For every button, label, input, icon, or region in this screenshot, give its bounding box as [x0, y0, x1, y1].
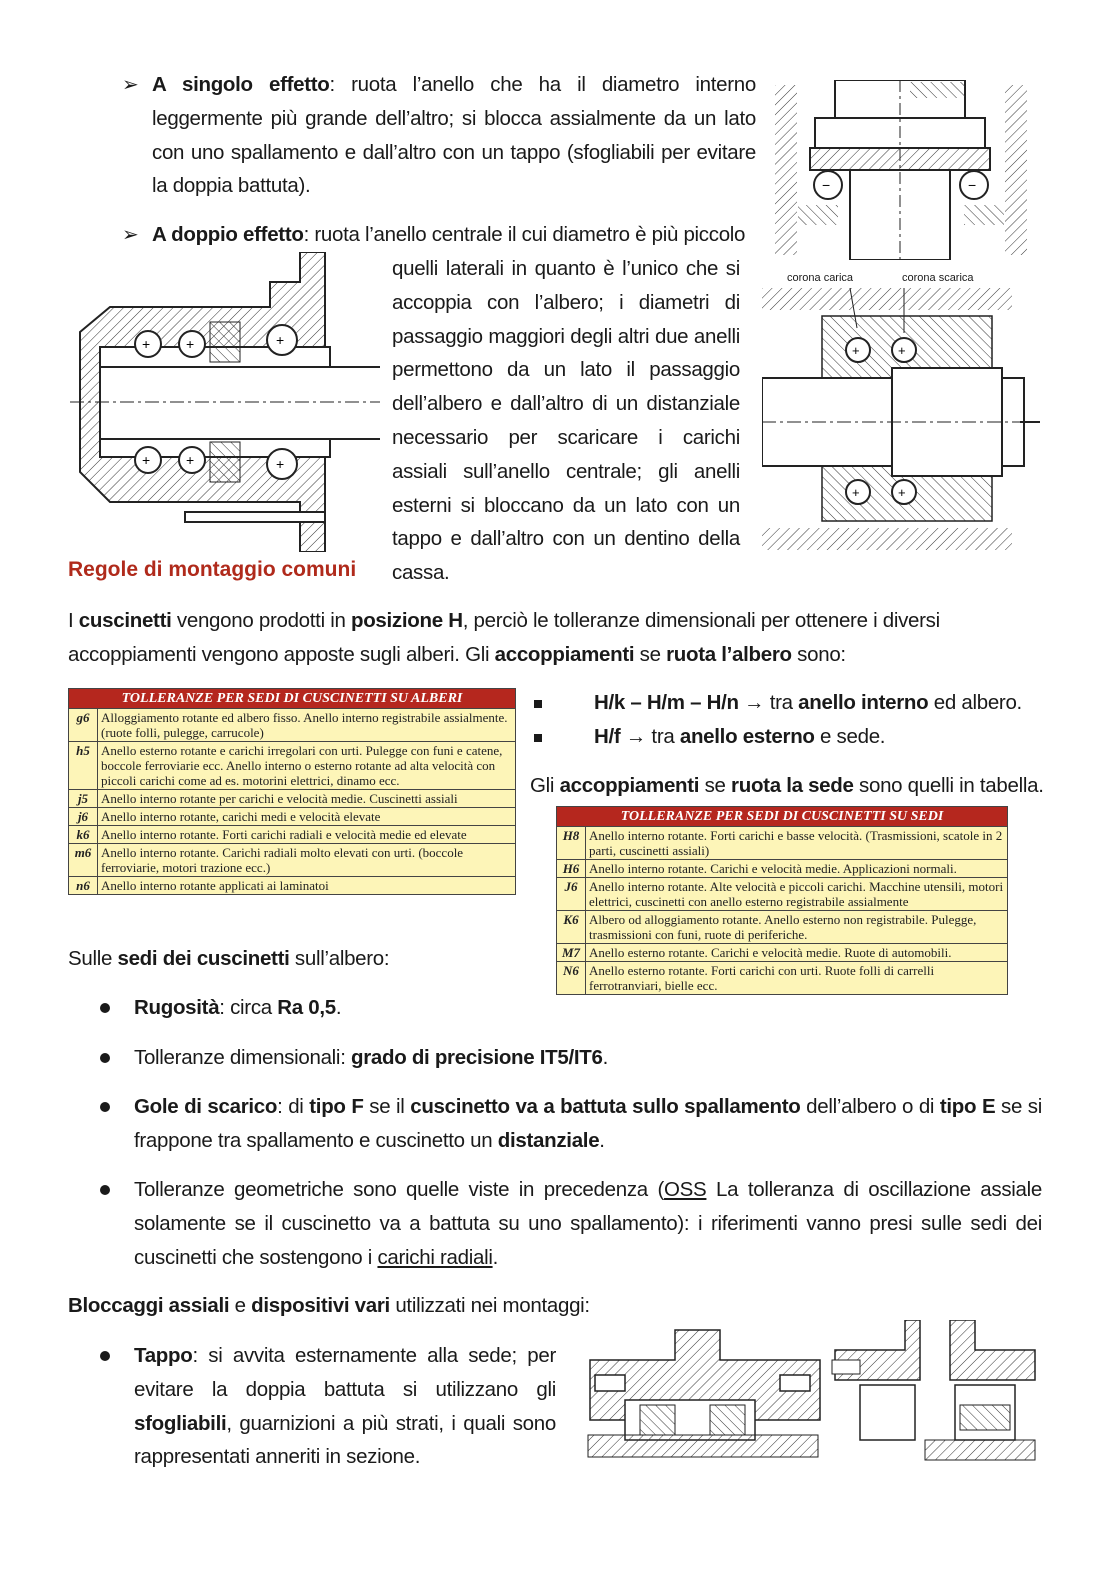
- intro-bold: ruota l’albero: [666, 642, 792, 666]
- fit-item-inner: [594, 686, 1022, 720]
- label-single-effect: A singolo effetto: [152, 73, 330, 96]
- section-heading: Regole di montaggio comuni: [68, 558, 357, 581]
- bullet-text: Tolleranze geometriche sono quelle viste in precedenza (: [134, 1178, 665, 1201]
- table-row: [69, 808, 516, 826]
- tolerance-description: Anello esterno rotante. Carichi e velocità medie. Ruote di automobili.: [586, 944, 1008, 962]
- bullet-bold: distanziale: [497, 1128, 600, 1152]
- svg-text:+: +: [186, 336, 195, 352]
- intro-text: I: [68, 609, 79, 632]
- bullet-dot-icon: [100, 1185, 110, 1195]
- intro-text: se: [634, 642, 667, 666]
- bullet-text: , guarnizioni a più strati, i quali sono rappresentati anneriti in sezione.: [134, 1411, 556, 1469]
- bullet-label: Rugosità: [134, 996, 220, 1019]
- tolerance-description: Anello interno rotante. Alte velocità e piccoli carichi. Macchine utensili, motori elettrici, cuscinetti con anello esterno registrabile assialmente: [586, 878, 1008, 911]
- table-row: [557, 878, 1008, 911]
- bullet-bold: tipo F: [309, 1095, 364, 1118]
- figure-single-effect-bearing: [770, 80, 1032, 260]
- tolerance-description: Anello interno rotante. Forti carichi e basse velocità. (Trasmissioni, scatole in 2 parti, cuscinetti assiali): [586, 827, 1008, 860]
- svg-text:+: +: [142, 336, 151, 352]
- bullet-label: Gole di scarico: [134, 1095, 278, 1118]
- intro-text: vengono prodotti in: [171, 609, 351, 632]
- locks-text: utilizzati nei montaggi:: [389, 1294, 590, 1317]
- tolerance-code: k6: [69, 826, 98, 844]
- bullet-text: : si avvita esternamente alla sede; per evitare la doppia battuta si utilizzano gli: [134, 1344, 556, 1401]
- fit-bold: anello interno: [798, 691, 929, 714]
- bullet-roughness: [134, 991, 341, 1025]
- paragraph-single-effect: [152, 68, 756, 203]
- intro-text: , perciò le tolleranze dimensionali per ottenere i diversi accoppiamenti vengono apposte sugli alberi. Gli: [68, 609, 940, 666]
- bullet-label: Tappo: [134, 1344, 193, 1367]
- bullet-underline: OSS: [664, 1178, 707, 1201]
- svg-text:+: +: [142, 452, 151, 468]
- svg-text:+: +: [276, 332, 285, 348]
- fit-bold: anello esterno: [679, 725, 815, 748]
- bullet-bold: cuscinetto va a battuta sullo spallamento: [410, 1095, 801, 1118]
- svg-text:+: +: [852, 343, 860, 358]
- fit-code: H/f: [594, 725, 621, 748]
- seats-text: Sulle: [68, 947, 118, 970]
- bullet-underline: carichi radiali: [377, 1245, 493, 1269]
- table-row: [69, 844, 516, 877]
- bullet-cap: [134, 1339, 556, 1474]
- bullet-text: se il: [363, 1095, 411, 1118]
- table-shaft-title: TOLLERANZE PER SEDI DI CUSCINETTI SU ALBERI: [69, 689, 516, 709]
- table-row: [557, 944, 1008, 962]
- bullet-text: La tolleranza di oscillazione assiale solamente se il cuscinetto va a battuta su uno spallamento): i riferimenti vanno presi sulle sedi dei cuscinetti che sostengono i: [134, 1178, 1042, 1269]
- tolerance-description: Anello esterno rotante. Forti carichi con urti. Ruote folli di carrelli ferrotranviari, bielle ecc.: [586, 962, 1008, 995]
- fit-arrow: → tra: [738, 691, 799, 714]
- table-seat-title: TOLLERANZE PER SEDI DI CUSCINETTI SU SEDI: [557, 807, 1008, 827]
- label-unloaded-ring: corona scarica: [902, 272, 974, 284]
- seat-text: Gli: [530, 774, 560, 797]
- fit-tail: ed albero.: [928, 691, 1022, 714]
- tolerance-code: K6: [557, 911, 586, 944]
- tolerance-code: m6: [69, 844, 98, 877]
- svg-text:−: −: [822, 177, 831, 193]
- bullet-text: : di: [277, 1095, 310, 1118]
- table-shaft-tolerances: [68, 688, 516, 895]
- bullet-dot-icon: [100, 1351, 110, 1361]
- bullet-text: .: [599, 1128, 605, 1152]
- label-double-effect: A doppio effetto: [152, 223, 304, 246]
- tolerance-description: Anello esterno rotante e carichi irregolari con urti. Pulegge con funi e catene, boccole ferroviarie ecc. Anello interno o esterno rotante ad alta velocità con piccoli carichi come ad es. motorini elettrici, dinamo ecc.: [98, 742, 516, 790]
- figure-double-effect-assembly: [70, 252, 380, 552]
- intro-bold: cuscinetti: [78, 609, 172, 632]
- fit-item-outer: [594, 720, 885, 754]
- table-row: [69, 790, 516, 808]
- svg-text:+: +: [898, 485, 906, 500]
- table-row: [557, 860, 1008, 878]
- table-row: [557, 827, 1008, 860]
- svg-text:+: +: [186, 452, 195, 468]
- intro-text: sono:: [791, 642, 846, 666]
- intro-bold: accoppiamenti: [494, 642, 635, 666]
- text-single-effect: : ruota l’anello che ha il diametro interno leggermente più grande dell’altro; si blocca assialmente da un lato con uno spallamento e dall’altro con un tappo (sfogliabili per evitare la doppia battuta).: [152, 73, 756, 198]
- locks-bold: Bloccaggi assiali: [68, 1294, 230, 1317]
- table-row: [69, 826, 516, 844]
- bullet-text: .: [602, 1046, 609, 1069]
- bullet-dimensional: [134, 1041, 608, 1075]
- square-bullet-icon: [534, 700, 542, 708]
- seats-text: sull’albero:: [289, 947, 390, 970]
- table-seat-tolerances: [556, 806, 1008, 995]
- tolerance-code: g6: [69, 709, 98, 742]
- seat-text: se: [699, 774, 732, 797]
- tolerance-code: H6: [557, 860, 586, 878]
- tolerance-description: Alloggiamento rotante ed albero fisso. Anello interno registrabile assialmente. (ruote folli, pulegge, carrucole): [98, 709, 516, 742]
- table-row: [69, 877, 516, 895]
- bullet-text: se si frappone tra spallamento e cuscinetto un: [134, 1095, 1042, 1152]
- square-bullet-icon: [534, 734, 542, 742]
- locks-text: e: [229, 1294, 252, 1317]
- bullet-dot-icon: [100, 1053, 110, 1063]
- fit-code: H/k – H/m – H/n: [594, 691, 739, 714]
- bullet-bold: tipo E: [939, 1095, 996, 1118]
- seat-text: sono quelli in tabella.: [853, 774, 1044, 797]
- tolerance-code: j6: [69, 808, 98, 826]
- bullet-bold: sfogliabili: [134, 1411, 227, 1435]
- tolerance-code: M7: [557, 944, 586, 962]
- table-row: [557, 962, 1008, 995]
- fit-arrow: → tra: [620, 725, 680, 748]
- bullet-dot-icon: [100, 1102, 110, 1112]
- seat-bold: accoppiamenti: [559, 774, 700, 797]
- seat-bold: ruota la sede: [731, 774, 854, 797]
- svg-text:+: +: [898, 343, 906, 358]
- tolerance-description: Anello interno rotante applicati ai laminatoi: [98, 877, 516, 895]
- tolerance-description: Albero od alloggiamento rotante. Anello esterno non registrabile. Pulegge, trasmissioni con funi, ruote di periferiche.: [586, 911, 1008, 944]
- figure-crowns-bearing: [762, 288, 1040, 550]
- paragraph-locks: [68, 1289, 590, 1323]
- tolerance-description: Anello interno rotante per carichi e velocità medie. Cuscinetti assiali: [98, 790, 516, 808]
- table-row: [69, 709, 516, 742]
- paragraph-double-effect-cont: quelli laterali in quanto è l’unico che si accoppia con l’albero; i diametri di passaggio maggiori degli altri due anelli permettono da un lato il passaggio dell’albero e dall’altro di un distanziale necessario per scaricare i carichi assiali sull’anello centrale; gli anelli esterni si bloccano da un lato con un tappo e dall’altro con un dentino della cassa.: [392, 257, 740, 585]
- bullet-text: .: [492, 1245, 498, 1269]
- tolerance-code: N6: [557, 962, 586, 995]
- paragraph-intro: [68, 604, 1043, 672]
- arrow-bullet-icon: ➢: [122, 224, 139, 246]
- svg-text:−: −: [968, 177, 977, 193]
- svg-text:+: +: [276, 456, 285, 472]
- fit-tail: e sede.: [814, 725, 886, 748]
- seats-bold: sedi dei cuscinetti: [117, 947, 290, 970]
- tolerance-code: H8: [557, 827, 586, 860]
- locks-bold: dispositivi vari: [251, 1294, 390, 1317]
- bullet-dot-icon: [100, 1003, 110, 1013]
- tolerance-code: j5: [69, 790, 98, 808]
- bullet-bold: Ra 0,5: [277, 996, 336, 1019]
- bullet-text: .: [335, 996, 342, 1019]
- intro-bold: posizione H: [350, 609, 463, 632]
- figure-cap-assemblies: [580, 1320, 1040, 1462]
- paragraph-seat-intro: [530, 769, 1044, 803]
- svg-text:+: +: [852, 485, 860, 500]
- table-row: [69, 742, 516, 790]
- tolerance-code: h5: [69, 742, 98, 790]
- tolerance-description: Anello interno rotante, carichi medi e velocità elevate: [98, 808, 516, 826]
- bullet-grooves: [134, 1090, 1042, 1158]
- tolerance-description: Anello interno rotante. Forti carichi radiali e velocità medie ed elevate: [98, 826, 516, 844]
- table-row: [557, 911, 1008, 944]
- bullet-text: dell’albero o di: [800, 1095, 940, 1118]
- bullet-geometric: [134, 1173, 1042, 1274]
- paragraph-seats: [68, 942, 389, 976]
- bullet-text: : circa: [219, 996, 278, 1019]
- tolerance-description: Anello interno rotante. Carichi e velocità medie. Applicazioni normali.: [586, 860, 1008, 878]
- tolerance-description: Anello interno rotante. Carichi radiali molto elevati con urti. (boccole ferroviarie, motori trazione ecc.): [98, 844, 516, 877]
- arrow-bullet-icon: ➢: [122, 74, 139, 96]
- label-loaded-ring: corona carica: [787, 272, 854, 284]
- bullet-text: Tolleranze dimensionali:: [134, 1046, 351, 1069]
- text-double-effect: : ruota l’anello centrale il cui diametro è più piccolo: [303, 223, 746, 246]
- bullet-bold: grado di precisione IT5/IT6: [350, 1046, 603, 1069]
- tolerance-code: n6: [69, 877, 98, 895]
- tolerance-code: J6: [557, 878, 586, 911]
